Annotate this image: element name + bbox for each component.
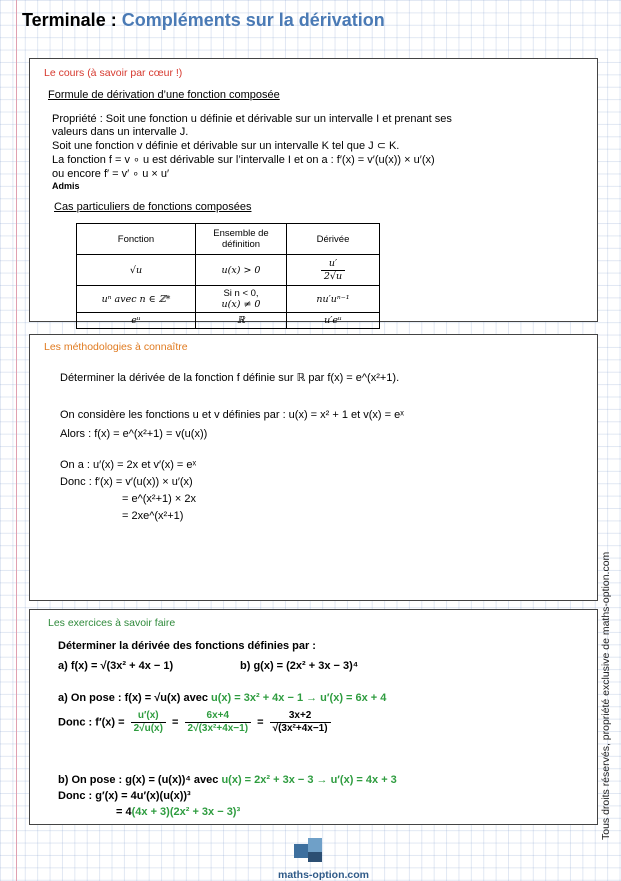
equals-sign: = <box>172 716 179 729</box>
cell-fonction: uⁿ avec n ∈ ℤ* <box>77 286 196 313</box>
property-text-1: Soit une fonction u définie et dérivable sur un intervalle I et prenant ses <box>102 113 452 125</box>
cell-domaine: u(x) > 0 <box>196 255 287 286</box>
exercise-a-donc-label: Donc : f′(x) = <box>58 716 125 729</box>
exercise-a-donc <box>58 710 334 735</box>
cell-domaine <box>196 286 287 313</box>
exercise-title: Déterminer la dérivée des fonctions définies par : <box>58 640 316 652</box>
fraction-denominator: 2√(3x²+4x−1) <box>187 723 249 734</box>
exercise-a-statement: a) f(x) = √(3x² + 4x − 1) <box>58 660 174 672</box>
cases-heading: Cas particuliers de fonctions composées <box>54 201 252 213</box>
admis-note: Admis <box>52 181 80 191</box>
header-derivee: Dérivée <box>287 224 380 255</box>
property-line-5: ou encore f′ = v′ ∘ u × u′ <box>52 168 170 180</box>
cell-derivee: u′eᵘ <box>287 313 380 329</box>
exercise-b-pose-green: u(x) = 2x² + 3x − 3 → u′(x) = 4x + 3 <box>221 774 397 786</box>
exercise-a-fraction-1 <box>131 710 166 735</box>
property-line-2: valeurs dans un intervalle J. <box>52 126 189 138</box>
cours-section <box>29 58 598 326</box>
table-header-row <box>77 224 380 255</box>
method-line-5: Donc : f′(x) = v′(u(x)) × u′(x) <box>60 476 193 488</box>
fraction-numerator: 3x+2 <box>270 710 331 723</box>
equals-sign: = <box>257 716 264 729</box>
table-row <box>77 255 380 286</box>
domaine-line-1: Si n < 0, <box>223 288 259 299</box>
formula-heading: Formule de dérivation d’une fonction composée <box>48 89 280 101</box>
page-title-main: Compléments sur la dérivation <box>121 10 385 30</box>
notebook-margin-line <box>16 0 17 881</box>
cell-fonction: eᵘ <box>77 313 196 329</box>
copyright-side-text: Tous droits réservés, propriété exclusive de maths-option.com <box>600 551 612 840</box>
fraction-denominator: √(3x²+4x−1) <box>272 723 328 734</box>
exercise-b-pose <box>58 774 397 786</box>
exercise-b-statement: b) g(x) = (2x² + 3x − 3)⁴ <box>240 660 359 672</box>
exercise-a-pose <box>58 692 386 704</box>
table-row <box>77 286 380 313</box>
exercise-a-fraction-2 <box>185 710 252 735</box>
table-row <box>77 313 380 329</box>
page-title <box>22 10 385 31</box>
property-line-4: La fonction f = v ∘ u est dérivable sur l’intervalle I et on a : f′(x) = v′(u(x)) × u′(x) <box>52 154 435 166</box>
method-line-7: = 2xe^(x²+1) <box>122 510 184 522</box>
header-fonction: Fonction <box>77 224 196 255</box>
exercise-a-fraction-3 <box>270 710 331 735</box>
sqrt-derivative-fraction <box>321 258 345 282</box>
page-title-prefix: Terminale : <box>22 10 117 30</box>
logo-text[interactable]: maths-option.com <box>278 869 369 881</box>
exercise-a-pose-green: u(x) = 3x² + 4x − 1 → u′(x) = 6x + 4 <box>211 692 387 704</box>
property-label: Propriété : <box>52 113 103 125</box>
cell-fonction: √u <box>77 255 196 286</box>
cell-domaine: ℝ <box>196 313 287 329</box>
method-line-6: = e^(x²+1) × 2x <box>122 493 196 505</box>
methodes-label: Les méthodologies à connaître <box>44 341 188 353</box>
property-line-1 <box>52 113 452 125</box>
fraction-numerator: u′(x) <box>131 710 166 723</box>
property-line-3: Soit une fonction v définie et dérivable sur un intervalle K tel que J ⊂ K. <box>52 140 400 152</box>
exercise-b-result-prefix: = 4 <box>116 806 132 818</box>
exercise-b-result-green: (4x + 3)(2x² + 3x − 3)³ <box>131 806 241 818</box>
fraction-numerator: 6x+4 <box>185 710 252 723</box>
exercices-label: Les exercices à savoir faire <box>48 617 176 629</box>
fraction-denominator: 2√u(x) <box>133 723 163 734</box>
method-line-3: Alors : f(x) = e^(x²+1) = v(u(x)) <box>60 428 208 440</box>
header-domaine: Ensemble de définition <box>196 224 287 255</box>
exercise-b-pose-prefix: b) On pose : g(x) = (u(x))⁴ avec <box>58 774 222 786</box>
cell-derivee <box>287 255 380 286</box>
method-line-1: Déterminer la dérivée de la fonction f définie sur ℝ par f(x) = e^(x²+1). <box>60 372 400 384</box>
method-line-4: On a : u′(x) = 2x et v′(x) = eˣ <box>60 459 197 471</box>
domaine-line-2: u(x) ≠ 0 <box>221 299 261 310</box>
exercices-section <box>29 609 598 825</box>
maths-option-logo-icon <box>290 834 330 868</box>
exercise-a-pose-prefix: a) On pose : f(x) = √u(x) avec <box>58 692 212 704</box>
exercise-b-result <box>116 806 240 818</box>
cours-label: Le cours (à savoir par cœur !) <box>44 67 183 79</box>
derivatives-table <box>76 223 380 329</box>
fraction-numerator: u′ <box>321 258 345 270</box>
exercise-b-donc: Donc : g′(x) = 4u′(x)(u(x))³ <box>58 790 191 802</box>
cell-derivee: nu′uⁿ⁻¹ <box>287 286 380 313</box>
fraction-denominator: 2√u <box>323 270 343 282</box>
method-line-2: On considère les fonctions u et v définies par : u(x) = x² + 1 et v(x) = eˣ <box>60 409 404 421</box>
methodes-section <box>29 334 598 601</box>
